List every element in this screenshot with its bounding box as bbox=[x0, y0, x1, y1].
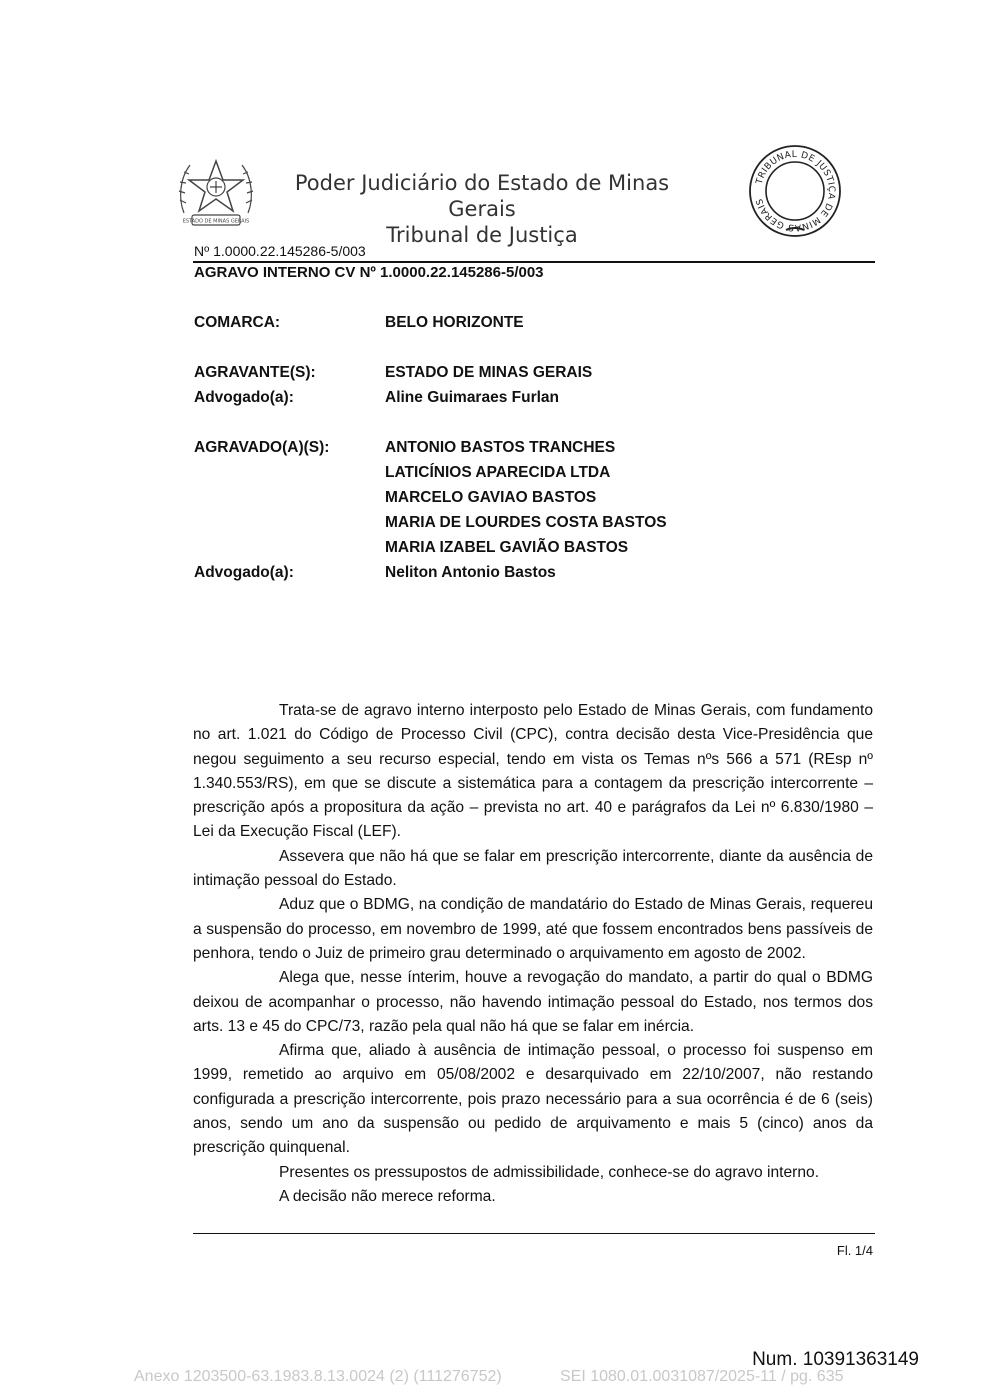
body-paragraph: Presentes os pressupostos de admissibilidade, conhece-se do agravo interno. bbox=[279, 1163, 820, 1181]
header-rule bbox=[193, 261, 875, 263]
folio-number: Fl. 1/4 bbox=[836, 1243, 873, 1258]
body-paragraph: Afirma que, aliado à ausência de intimação pessoal, o processo foi suspenso em 1999, remetido ao arquivo em 05/08/2002 e desarquivado em 22/10/2007, não restando configurada a prescrição intercorrente, pois prazo necessário para a sua ocorrência é de 6 (seis) anos, sendo um ano da suspensão ou pedido de arquivamento e mais 5 (cinco) anos da prescrição quinquenal. bbox=[193, 1042, 873, 1157]
agravado-name: MARIA IZABEL GAVIÃO BASTOS bbox=[385, 539, 629, 556]
agravado-name: ANTONIO BASTOS TRANCHES bbox=[385, 439, 616, 456]
comarca-label: COMARCA: bbox=[194, 314, 281, 331]
body-paragraph: Assevera que não há que se falar em prescrição intercorrente, diante da ausência de intimação pessoal do Estado. bbox=[193, 847, 873, 890]
court-header-line2: Tribunal de Justiça bbox=[386, 223, 578, 247]
agravante-value: ESTADO DE MINAS GERAIS bbox=[385, 364, 593, 381]
agravado-label: AGRAVADO(A)(S): bbox=[194, 439, 330, 456]
decision-body bbox=[193, 699, 873, 1209]
coat-of-arms-logo bbox=[176, 153, 256, 233]
advogado-agravado-label: Advogado(a): bbox=[194, 564, 294, 581]
caption-title: AGRAVO INTERNO CV Nº 1.0000.22.145286-5/003 bbox=[194, 264, 544, 281]
document-number: Num. 10391363149 bbox=[752, 1349, 919, 1370]
agravado-name: MARIA DE LOURDES COSTA BASTOS bbox=[385, 514, 667, 531]
footer-rule bbox=[193, 1233, 875, 1234]
footer-sei-watermark: SEI 1080.01.0031087/2025-11 / pg. 635 bbox=[560, 1368, 844, 1385]
agravante-label: AGRAVANTE(S): bbox=[194, 364, 316, 381]
agravado-name: MARCELO GAVIAO BASTOS bbox=[385, 489, 597, 506]
body-paragraph: Alega que, nesse ínterim, houve a revogação do mandato, a partir do qual o BDMG deixou de acompanhar o processo, não havendo intimação pessoal do Estado, nos termos dos arts. 13 e 45 do CPC/73, razão pela qual não há que se falar em inércia. bbox=[193, 969, 873, 1035]
court-header bbox=[262, 170, 702, 248]
comarca-value: BELO HORIZONTE bbox=[385, 314, 524, 331]
process-number-small: Nº 1.0000.22.145286-5/003 bbox=[194, 243, 366, 259]
advogado-agravante-label: Advogado(a): bbox=[194, 389, 294, 406]
seal-text: TRIBUNAL DE JUSTIÇA DE MINAS GERAIS bbox=[754, 149, 837, 233]
advogado-agravado-value: Neliton Antonio Bastos bbox=[385, 564, 556, 581]
body-paragraph: Trata-se de agravo interno interposto pelo Estado de Minas Gerais, com fundamento no art. 1.021 do Código de Processo Civil (CPC), contra decisão desta Vice-Presidência que negou seguimento a seu recurso especial, tendo em vista os Temas nºs 566 a 571 (REsp nº 1.340.553/RS), em que se discute a sistemática para a contagem da prescrição intercorrente – prescrição após a propositura da ação – prevista no art. 40 e parágrafos da Lei nº 6.830/1980 – Lei da Execução Fiscal (LEF). bbox=[193, 702, 873, 841]
court-header-line1: Poder Judiciário do Estado de Minas Gerais bbox=[294, 171, 670, 221]
body-paragraph: A decisão não merece reforma. bbox=[279, 1187, 496, 1205]
agravado-name: LATICÍNIOS APARECIDA LTDA bbox=[385, 464, 611, 481]
coat-of-arms-text: ESTADO DE MINAS GERAIS bbox=[182, 218, 250, 225]
body-paragraph: Aduz que o BDMG, na condição de mandatário do Estado de Minas Gerais, requereu a suspensão do processo, em novembro de 1999, até que fossem encontrados bens passíveis de penhora, tendo o Juiz de primeiro grau determinado o arquivamento em agosto de 2002. bbox=[193, 896, 873, 962]
advogado-agravante-value: Aline Guimaraes Furlan bbox=[385, 389, 559, 406]
court-seal bbox=[748, 144, 842, 238]
footer-anexo-watermark: Anexo 1203500-63.1983.8.13.0024 (2) (111276752) bbox=[134, 1368, 502, 1385]
